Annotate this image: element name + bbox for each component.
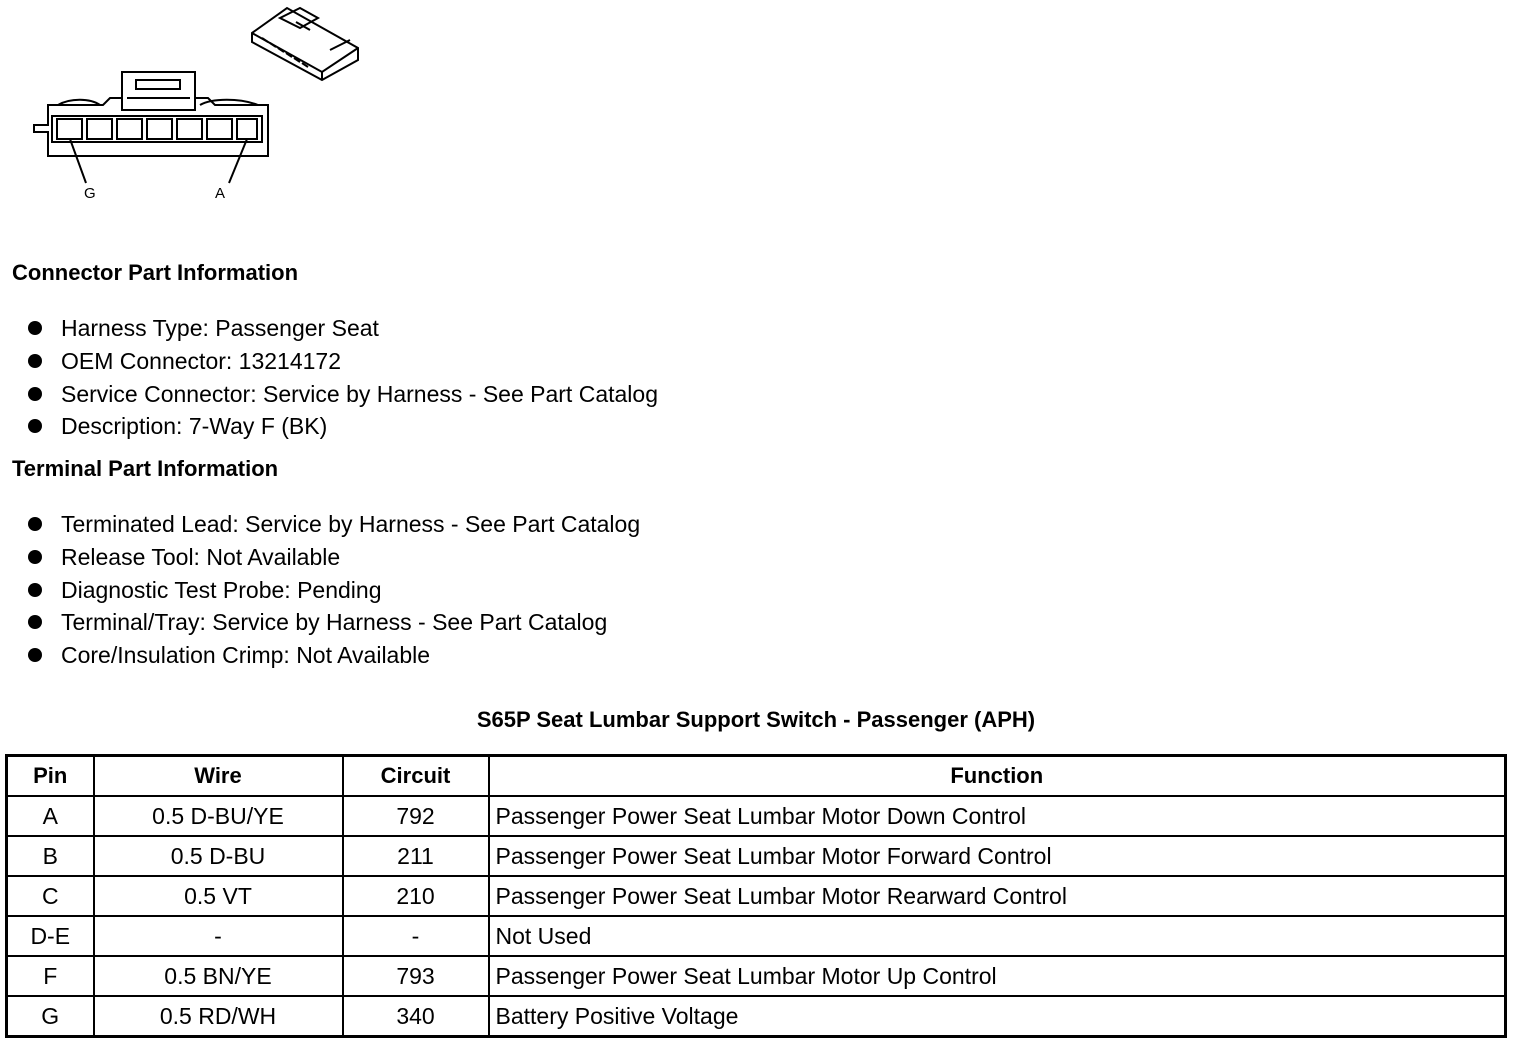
list-item-text: Terminated Lead: Service by Harness - See Part Catalog — [61, 511, 641, 537]
terminal-part-info-list — [28, 508, 640, 672]
list-item — [28, 541, 640, 574]
table-row — [7, 956, 1506, 996]
circuit-cell: 211 — [343, 836, 489, 876]
function-cell: Passenger Power Seat Lumbar Motor Down Control — [489, 796, 1506, 836]
pin-cell: D-E — [7, 916, 94, 956]
list-item-text: Release Tool: Not Available — [61, 543, 341, 570]
list-item-text: Harness Type: Passenger Seat — [61, 315, 379, 341]
circuit-cell: 793 — [343, 956, 489, 996]
list-item — [28, 312, 658, 345]
wire-cell: 0.5 VT — [94, 876, 343, 916]
connector-front-view — [34, 72, 268, 183]
table-row — [7, 796, 1506, 836]
connector-face-drawing — [0, 0, 380, 215]
circuit-cell: 792 — [343, 796, 489, 836]
pin-label-a: A — [215, 185, 226, 202]
bullet-icon — [28, 419, 42, 433]
circuit-cell: 210 — [343, 876, 489, 916]
bullet-icon — [28, 615, 42, 629]
wire-cell: - — [94, 916, 343, 956]
pin-cell: B — [7, 836, 94, 876]
column-header-pin: Pin — [7, 756, 94, 797]
column-header-function: Function — [489, 756, 1506, 797]
table-header-row — [7, 756, 1506, 797]
list-item-text: Core/Insulation Crimp: Not Available — [61, 642, 431, 669]
bullet-icon — [28, 517, 42, 531]
list-item — [28, 639, 640, 672]
table-row — [7, 996, 1506, 1037]
function-cell: Passenger Power Seat Lumbar Motor Forward Control — [489, 836, 1506, 876]
table-row — [7, 876, 1506, 916]
list-item-text: Service Connector: Service by Harness - See Part Catalog — [61, 380, 658, 407]
connector-isometric-view — [252, 8, 358, 80]
list-item-text: Terminal/Tray: Service by Harness - See Part Catalog — [61, 609, 608, 636]
wire-cell: 0.5 RD/WH — [94, 996, 343, 1037]
wire-cell: 0.5 BN/YE — [94, 956, 343, 996]
list-item — [28, 606, 640, 639]
list-item-text: Description: 7-Way F (BK) — [61, 413, 328, 440]
list-item — [28, 378, 658, 411]
list-item — [28, 574, 640, 607]
list-item — [28, 410, 658, 443]
circuit-cell: - — [343, 916, 489, 956]
wire-cell: 0.5 D-BU/YE — [94, 796, 343, 836]
table-row — [7, 836, 1506, 876]
pin-table — [5, 754, 1507, 1038]
list-item-text: OEM Connector: 13214172 — [61, 347, 342, 374]
function-cell: Passenger Power Seat Lumbar Motor Up Control — [489, 956, 1506, 996]
connector-part-info-heading: Connector Part Information — [12, 260, 299, 285]
connector-diagram — [0, 0, 380, 215]
bullet-icon — [28, 583, 42, 597]
bullet-icon — [28, 648, 42, 662]
table-row — [7, 916, 1506, 956]
pin-table-title: S65P Seat Lumbar Support Switch - Passenger (APH) — [476, 707, 1036, 732]
terminal-part-info-heading: Terminal Part Information — [12, 456, 279, 481]
connector-part-info-list — [28, 312, 658, 443]
function-cell: Passenger Power Seat Lumbar Motor Rearward Control — [489, 876, 1506, 916]
bullet-icon — [28, 550, 42, 564]
list-item — [28, 508, 640, 541]
pin-cell: A — [7, 796, 94, 836]
pin-cell: C — [7, 876, 94, 916]
function-cell: Not Used — [489, 916, 1506, 956]
list-item-text: Diagnostic Test Probe: Pending — [61, 576, 382, 603]
bullet-icon — [28, 387, 42, 401]
pin-label-g: G — [84, 185, 96, 202]
bullet-icon — [28, 321, 42, 335]
list-item — [28, 345, 658, 378]
column-header-circuit: Circuit — [343, 756, 489, 797]
function-cell: Battery Positive Voltage — [489, 996, 1506, 1037]
bullet-icon — [28, 354, 42, 368]
circuit-cell: 340 — [343, 996, 489, 1037]
pin-cell: F — [7, 956, 94, 996]
wire-cell: 0.5 D-BU — [94, 836, 343, 876]
pin-cell: G — [7, 996, 94, 1037]
column-header-wire: Wire — [94, 756, 343, 797]
